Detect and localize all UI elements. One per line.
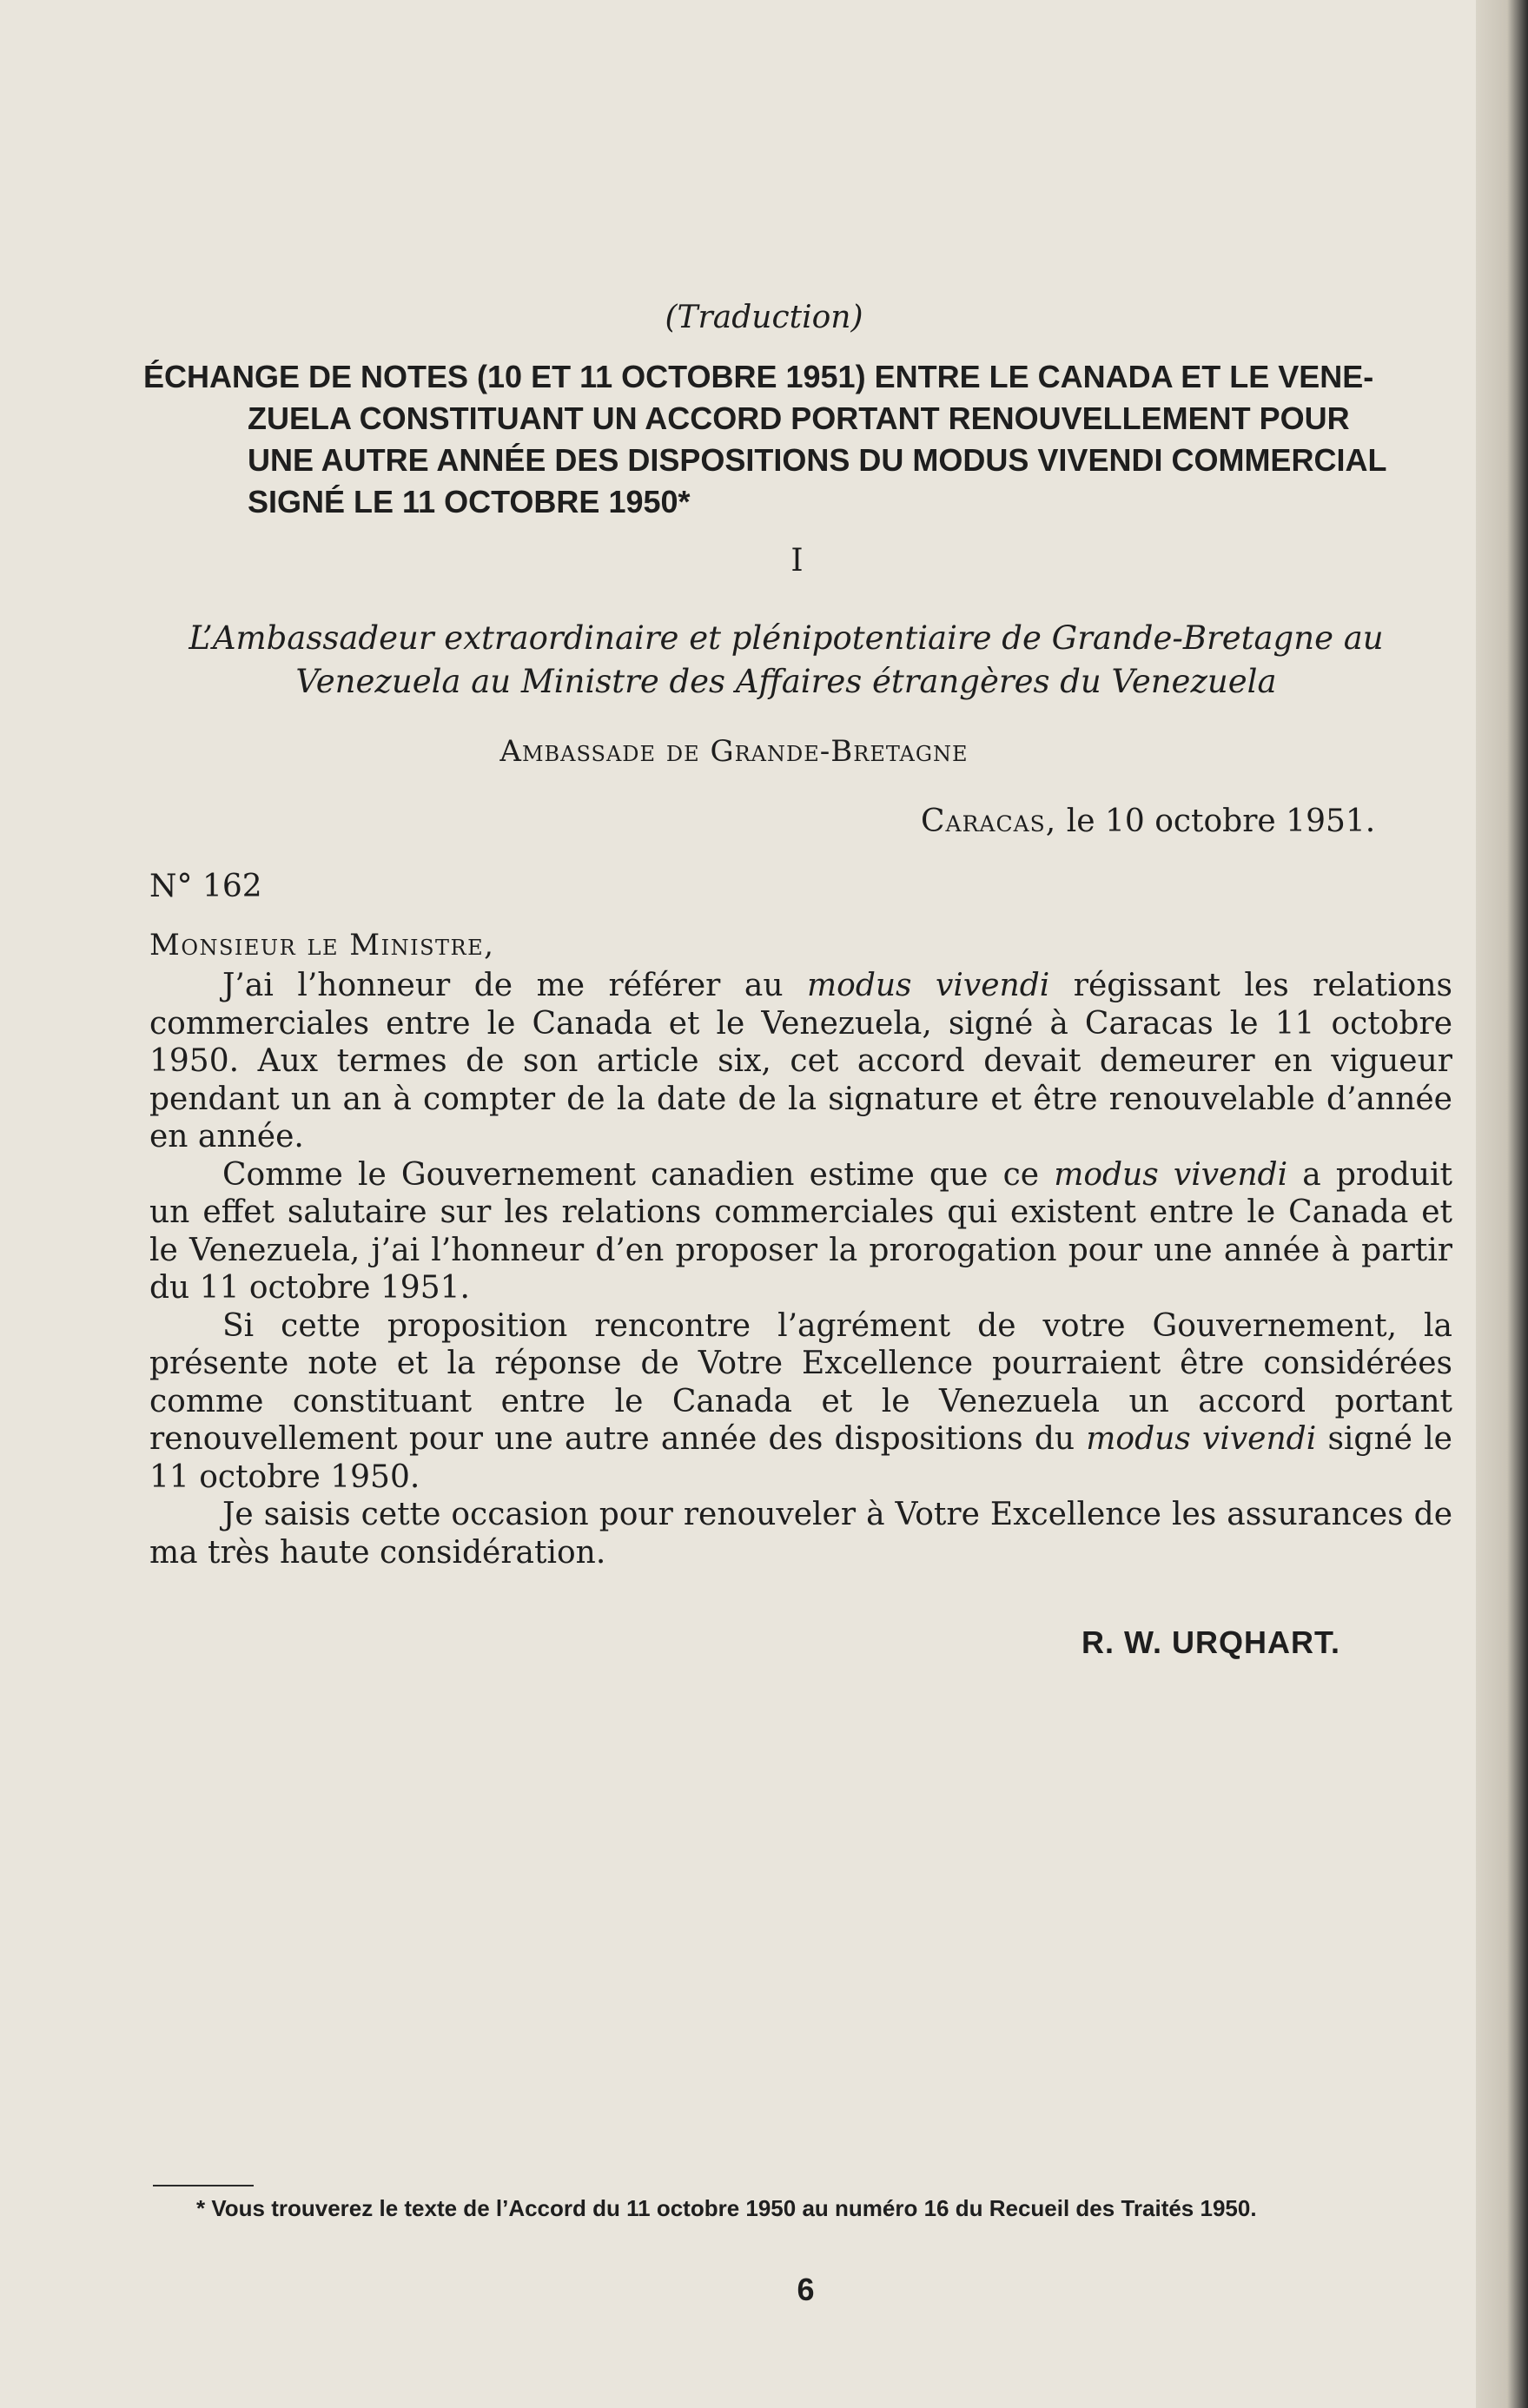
embassy-heading: Ambassade de Grande-Bretagne [499,734,969,769]
letter-subtitle [148,617,1425,704]
subtitle-line-1: L’Ambassadeur extraordinaire et plénipotentiaire de Grande-Bretagne au [189,619,1384,657]
paragraph-2: Comme le Gouvernement canadien estime que ce modus vivendi a produit un effet salutaire sur les relations commerciales qui existent entre le Canada et le Venezuela, j’ai l’honneur d’en proposer la prorogation pour une année à partir du 11 octobre 1951. [149,1156,1452,1306]
place-date-line [921,804,1375,839]
place: Caracas, [921,804,1057,839]
signature: R. W. URQHART. [1082,1624,1340,1660]
letter-body [149,967,1452,1571]
translation-note: (Traduction) [665,300,863,335]
note-number: N° 162 [149,869,262,904]
title-line-3: UNE AUTRE ANNÉE DES DISPOSITIONS DU MODUS VIVENDI COMMERCIAL [248,442,1387,478]
footnote-text: Vous trouverez le texte de l’Accord du 11 octobre 1950 au numéro 16 du Recueil des Traités 1950. [211,2195,1257,2221]
paragraph-3: Si cette proposition rencontre l’agrément de votre Gouvernement, la présente note et la réponse de Votre Excellence pourraient être considérées comme constituant entre le Canada et le Venezuela un accord portant renouvellement pour une autre année des dispositions du modus vivendi signé le 11 octobre 1950. [149,1307,1452,1495]
paragraph-4: Je saisis cette occasion pour renouveler à Votre Excellence les assurances de ma très haute considération. [149,1497,1452,1571]
paragraph-1: J’ai l’honneur de me référer au modus vivendi régissant les relations commerciales entre le Canada et le Venezuela, signé à Caracas le 11 octobre 1950. Aux termes de son article six, cet accord devait demeurer en vigueur pendant un an à compter de la date de la signature et être renouvelable d’année en année. [149,968,1452,1154]
title-line-2: ZUELA CONSTITUANT UN ACCORD PORTANT RENOUVELLEMENT POUR [248,400,1350,436]
document-title [143,356,1464,523]
page-number: 6 [797,2272,815,2307]
title-line-1: ÉCHANGE DE NOTES (10 ET 11 OCTOBRE 1951) ENTRE LE CANADA ET LE VENE- [143,359,1374,394]
footnote [153,2193,1439,2223]
subtitle-line-2: Venezuela au Ministre des Affaires étrangères du Venezuela [295,663,1277,700]
book-binding-edge [1476,0,1528,2408]
date: le 10 octobre 1951. [1066,804,1376,839]
title-line-4: SIGNÉ LE 11 OCTOBRE 1950* [248,484,691,519]
salutation: Monsieur le Ministre, [149,928,495,963]
section-number: I [790,543,804,579]
footnote-mark: * [196,2195,206,2221]
footnote-rule [153,2185,254,2186]
